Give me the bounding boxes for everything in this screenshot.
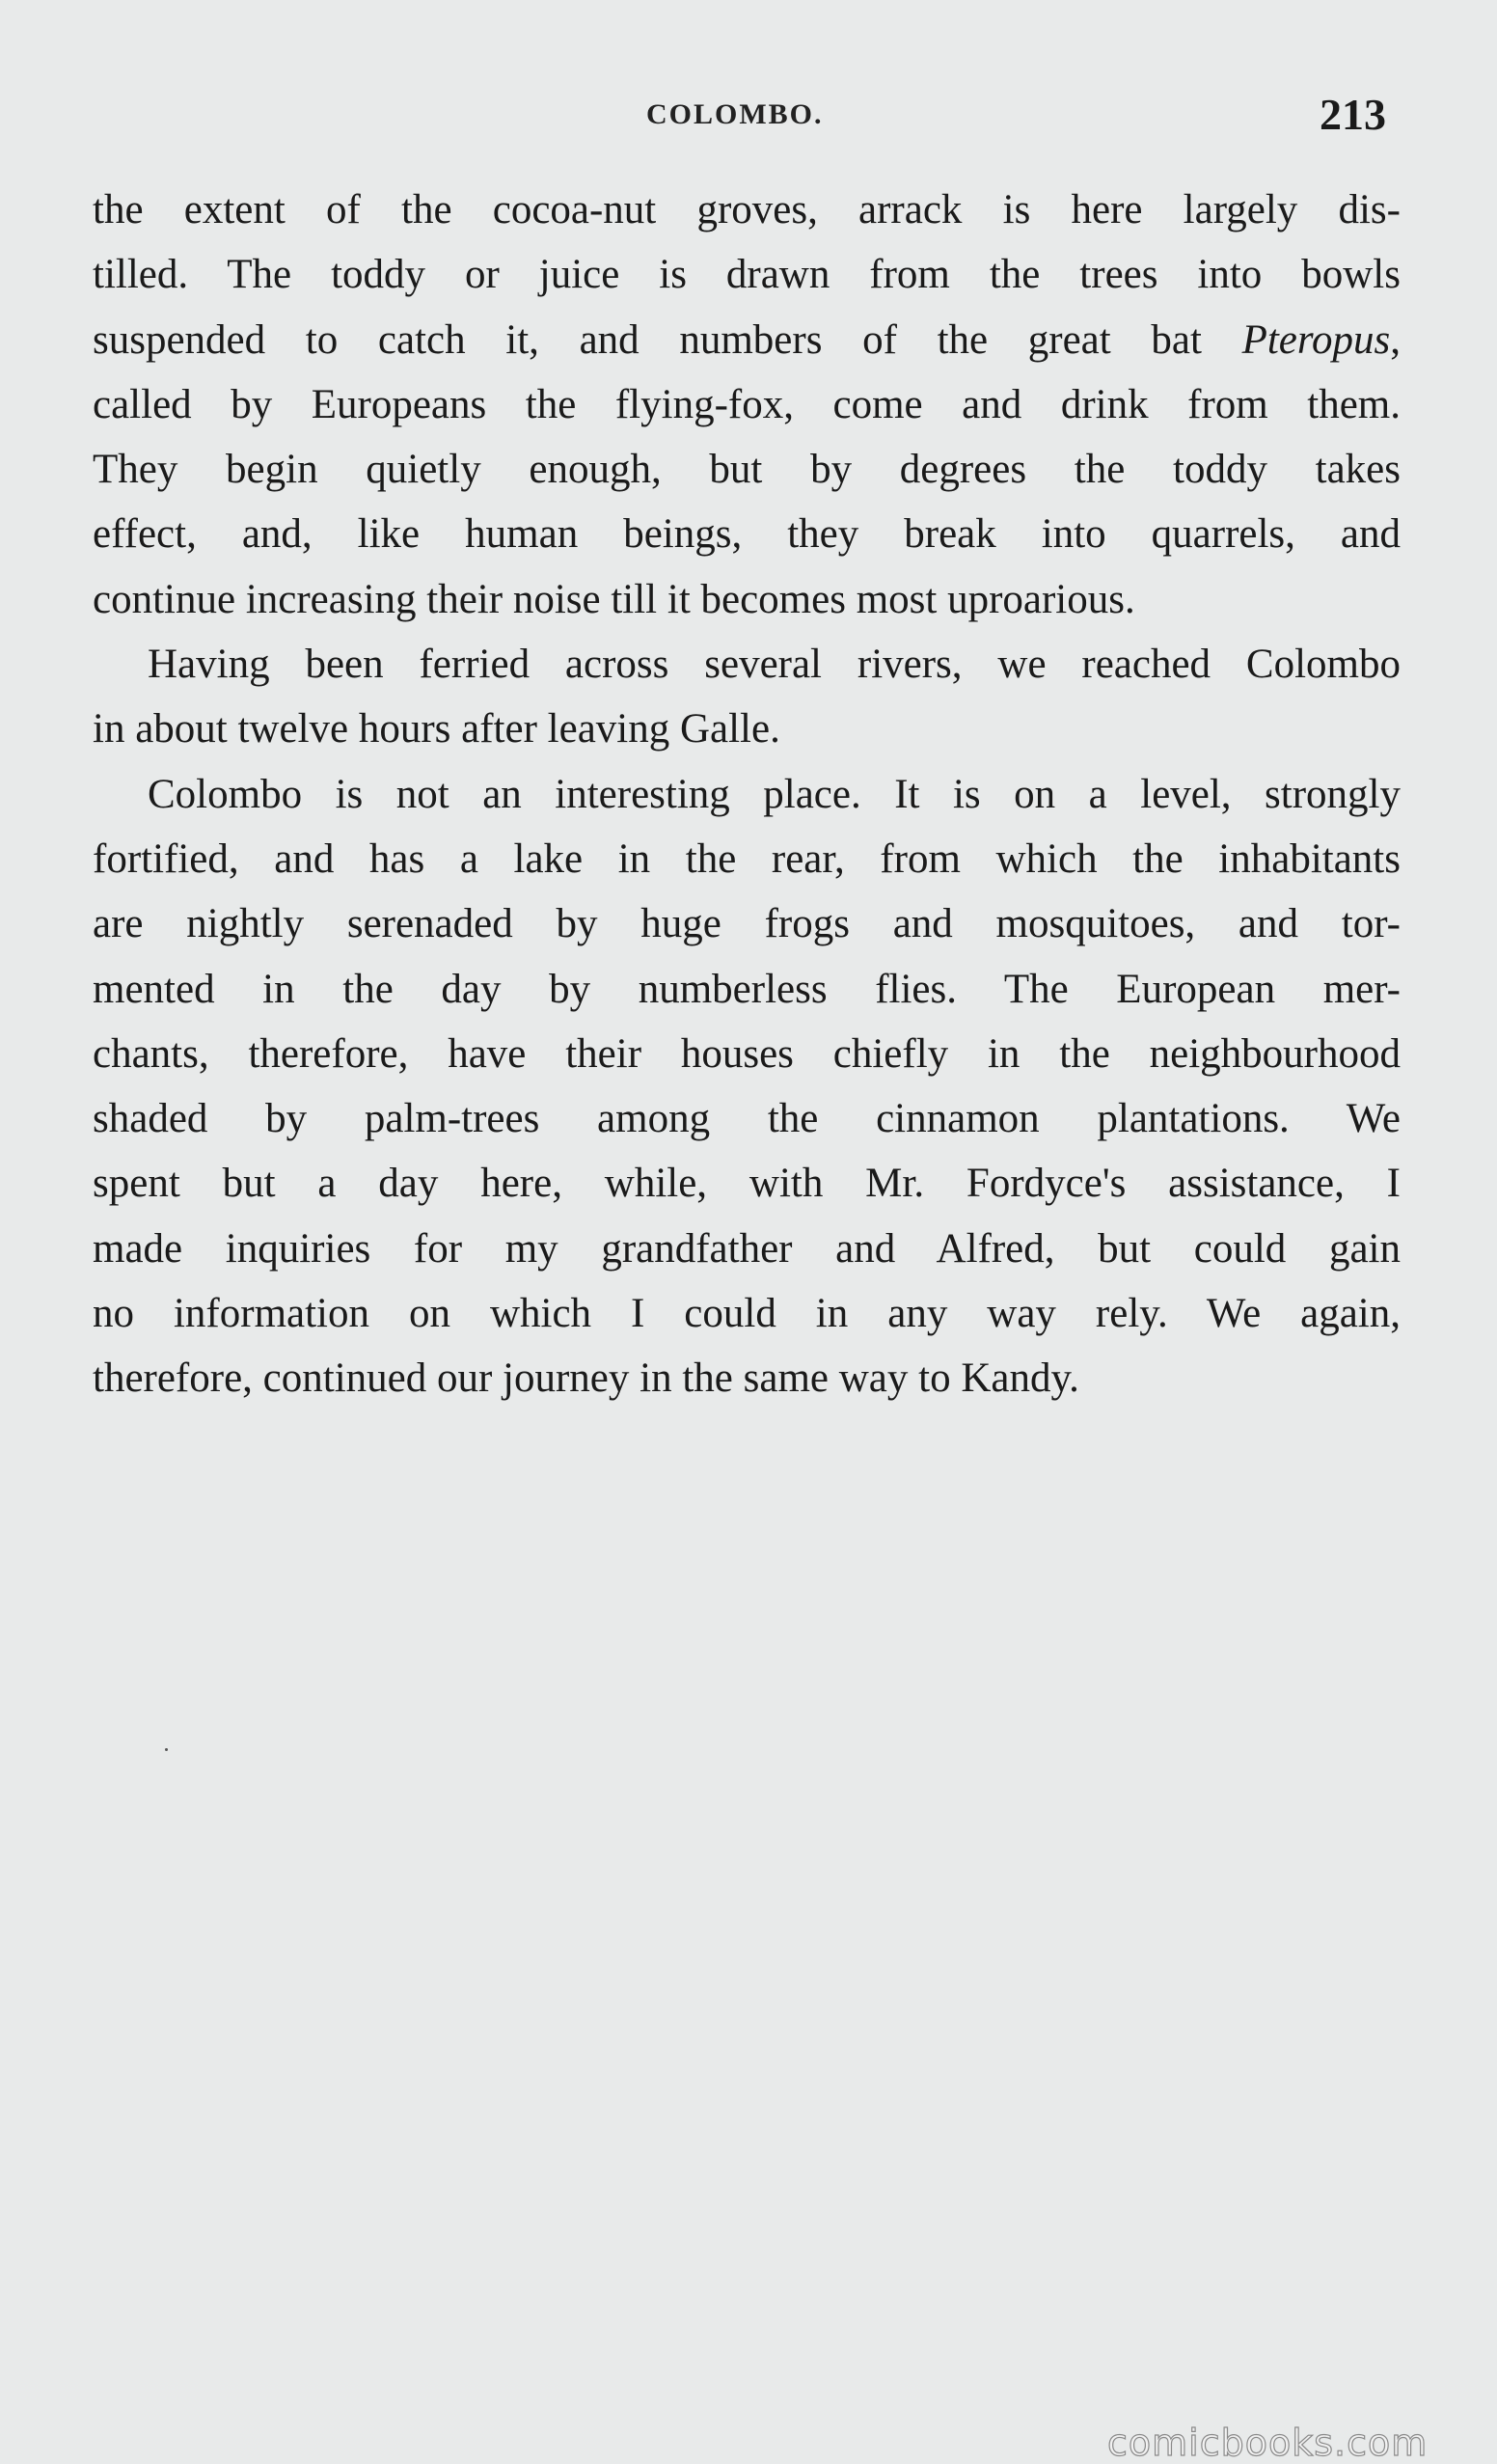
paragraph-start-line: Having been ferried across several rivers, we reached Colombo xyxy=(148,642,1401,688)
text-line: continue increasing their noise till it becomes most uproarious. xyxy=(93,576,1135,622)
text-line: therefore, continued our journey in the same way to Kandy. xyxy=(93,1355,1079,1402)
watermark: comicbooks.com xyxy=(1107,2422,1429,2464)
text-line: They begin quietly enough, but by degrees the toddy takes xyxy=(93,447,1401,493)
italic-genus-name: Pteropus xyxy=(1241,316,1391,363)
text-line: are nightly serenaded by huge frogs and mosquitoes, and tor- xyxy=(93,901,1401,947)
text-line: spent but a day here, while, with Mr. Fordyce's assistance, I xyxy=(93,1161,1401,1207)
text-line: the extent of the cocoa-nut groves, arrack is here largely dis- xyxy=(93,187,1401,233)
text-line: no information on which I could in any way rely. We again, xyxy=(93,1291,1401,1337)
ink-speck xyxy=(165,1748,168,1751)
running-title: COLOMBO. xyxy=(646,98,824,130)
text-line: chants, therefore, have their houses chiefly in the neighbourhood xyxy=(93,1030,1401,1077)
text-line xyxy=(93,308,1401,372)
text-line: called by Europeans the flying-fox, come and drink from them. xyxy=(93,381,1401,427)
text-line-start: suspended to catch it, and numbers of the great bat xyxy=(93,316,1242,363)
body-text xyxy=(93,178,1401,1411)
page-number: 213 xyxy=(1320,90,1386,139)
text-line: tilled. The toddy or juice is drawn from the trees into bowls xyxy=(93,252,1401,298)
text-line: effect, and, like human beings, they break into quarrels, and xyxy=(93,511,1401,558)
page-header xyxy=(0,89,1497,147)
text-line: shaded by palm-trees among the cinnamon plantations. We xyxy=(93,1096,1401,1142)
text-line-end: , xyxy=(1390,316,1401,363)
paragraph-start-line: Colombo is not an interesting place. It is on a level, strongly xyxy=(148,771,1401,817)
text-line: made inquiries for my grandfather and Alfred, but could gain xyxy=(93,1225,1401,1272)
text-line: fortified, and has a lake in the rear, from which the inhabitants xyxy=(93,835,1401,882)
text-line: mented in the day by numberless flies. The European mer- xyxy=(93,966,1401,1012)
text-line: in about twelve hours after leaving Galle. xyxy=(93,706,780,753)
